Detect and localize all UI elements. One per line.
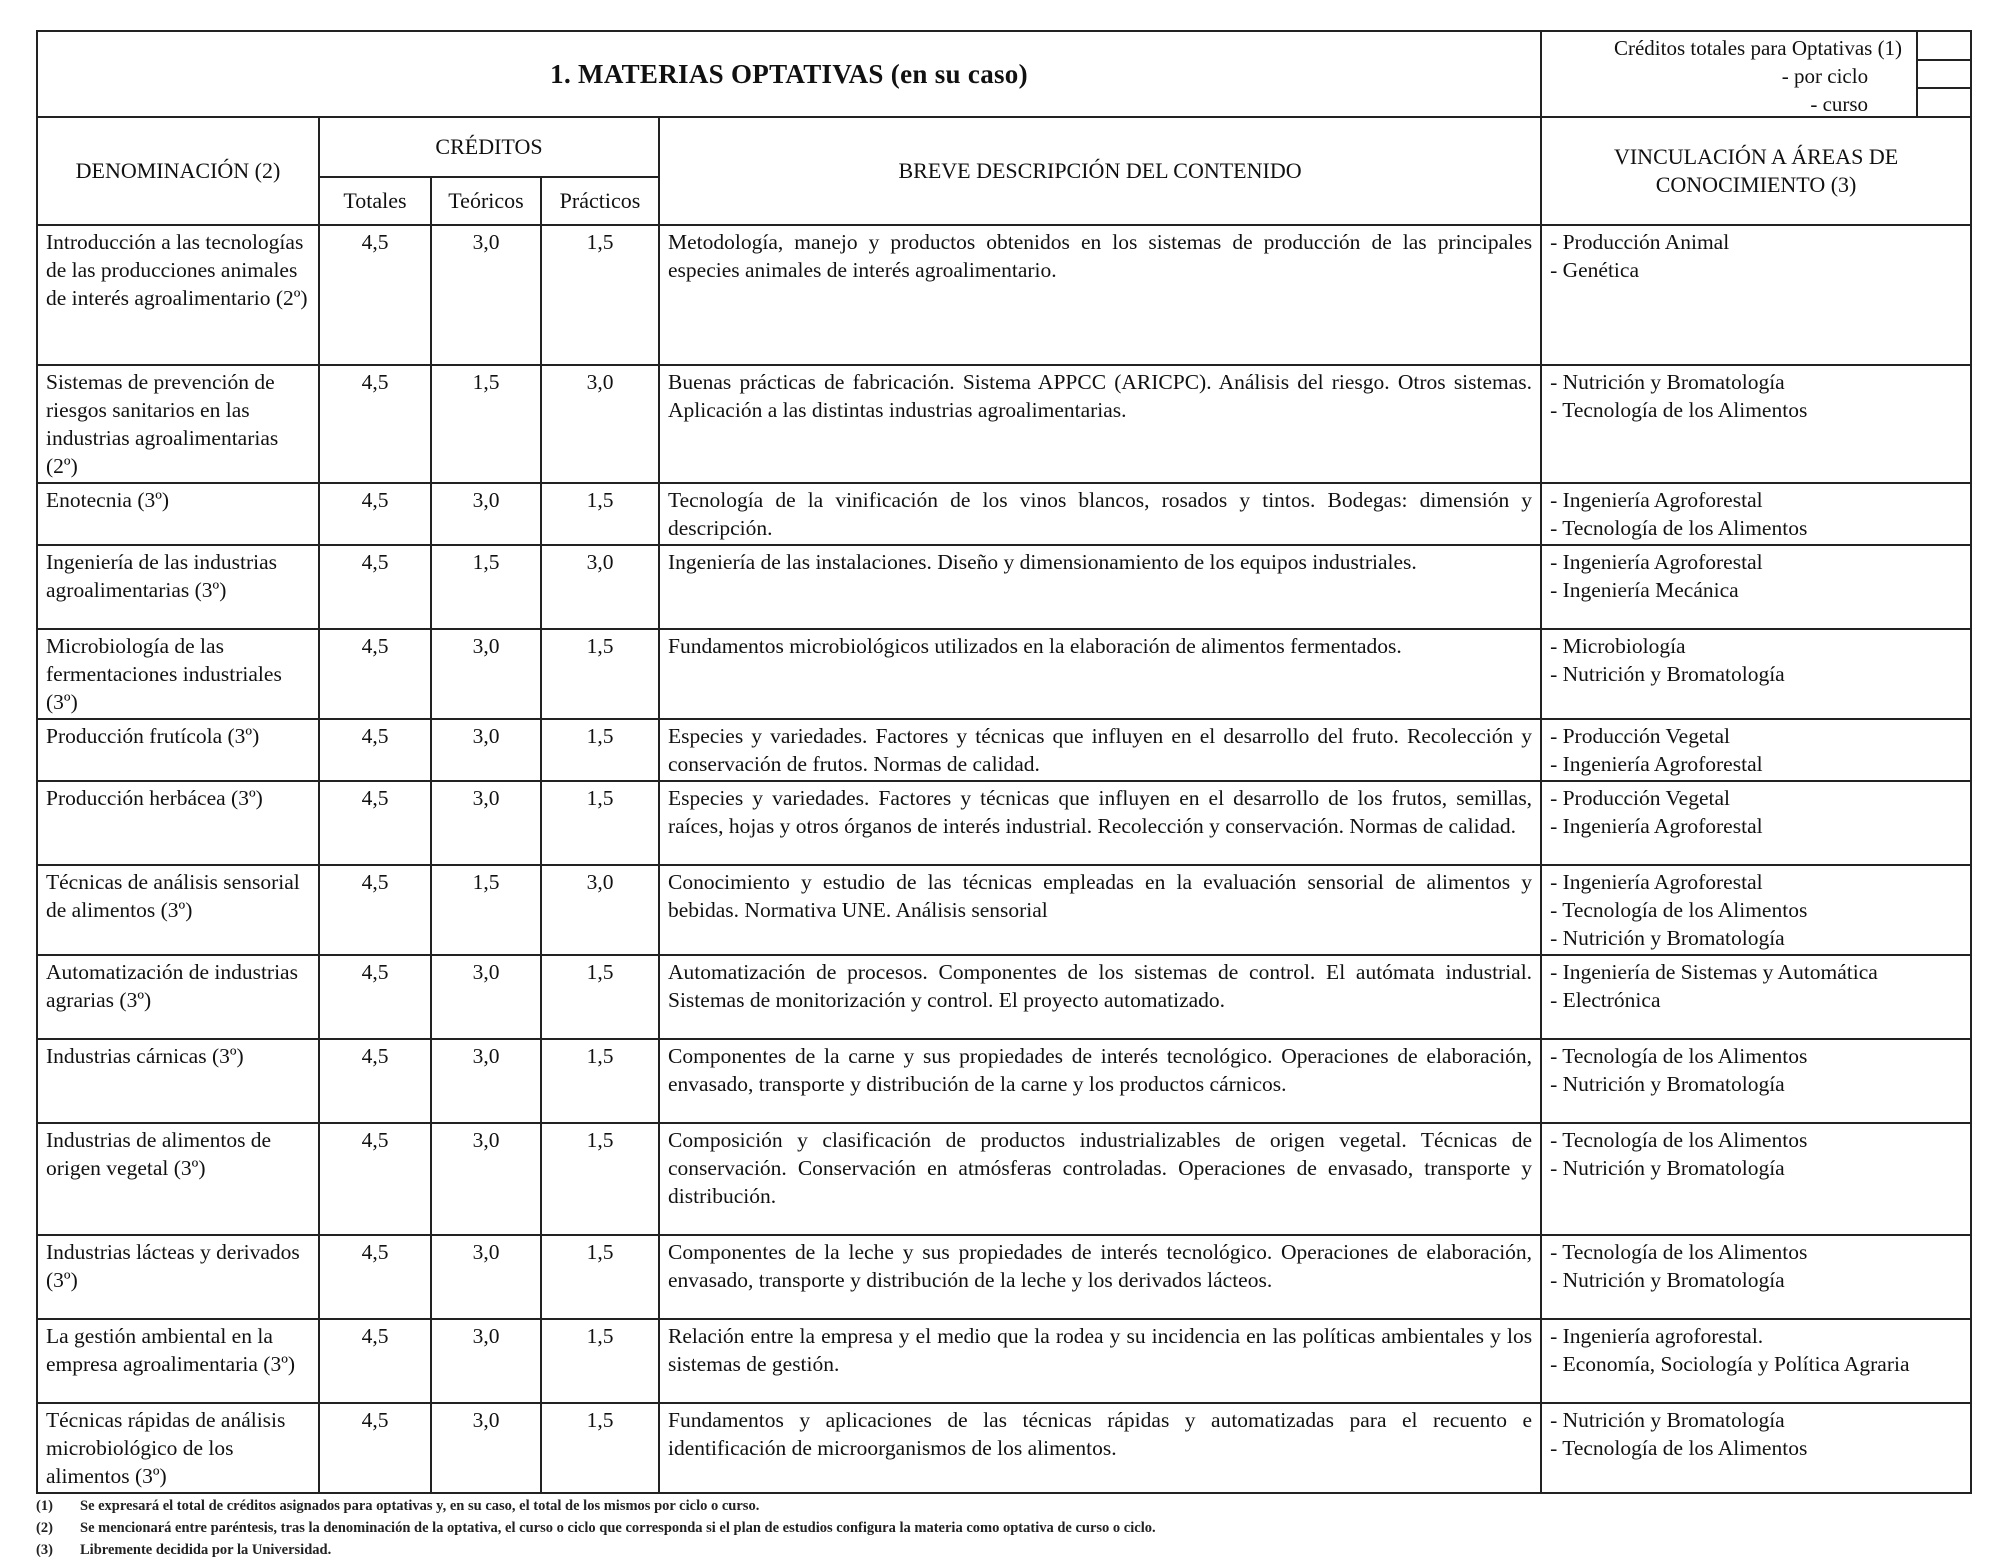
footnote-mark: (3) bbox=[36, 1542, 53, 1558]
subject-name: Técnicas de análisis sensorial de alimentos (3º) bbox=[37, 865, 319, 955]
subject-description: Fundamentos microbiológicos utilizados en la elaboración de alimentos fermentados. bbox=[659, 629, 1541, 719]
subject-description: Conocimiento y estudio de las técnicas empleadas en la evaluación sensorial de alimentos y bebidas. Normativa UNE. Análisis sensorial bbox=[659, 865, 1541, 955]
optativas-table bbox=[36, 30, 1972, 1494]
title-row bbox=[37, 31, 1971, 117]
knowledge-area-item: - Nutrición y Bromatología bbox=[1550, 1072, 1785, 1096]
subject-description: Tecnología de la vinificación de los vinos blancos, rosados y tintos. Bodegas: dimensión y descripción. bbox=[659, 483, 1541, 545]
knowledge-area-item: - Ingeniería Agroforestal bbox=[1550, 870, 1763, 894]
footnote-mark: (1) bbox=[36, 1498, 53, 1514]
table-row bbox=[37, 955, 1971, 1039]
knowledge-area-item: - Tecnología de los Alimentos bbox=[1550, 1044, 1808, 1068]
footnote bbox=[36, 1517, 1970, 1539]
col-descripcion: BREVE DESCRIPCIÓN DEL CONTENIDO bbox=[659, 117, 1541, 225]
footnote-text: Se mencionará entre paréntesis, tras la denominación de la optativa, el curso o ciclo que corresponda si el plan de estudios configura la materia como optativa de curso o ciclo. bbox=[80, 1520, 1156, 1536]
knowledge-area-item: - Producción Animal bbox=[1550, 230, 1730, 254]
subject-name: La gestión ambiental en la empresa agroalimentaria (3º) bbox=[37, 1319, 319, 1403]
subject-name: Ingeniería de las industrias agroalimentarias (3º) bbox=[37, 545, 319, 629]
credits-teoricos: 1,5 bbox=[431, 365, 541, 483]
knowledge-area-item: - Producción Vegetal bbox=[1550, 724, 1730, 748]
credits-practicos: 3,0 bbox=[541, 545, 659, 629]
credits-teoricos: 3,0 bbox=[431, 225, 541, 365]
knowledge-area-item: - Nutrición y Bromatología bbox=[1550, 662, 1785, 686]
credits-totales: 4,5 bbox=[319, 225, 431, 365]
knowledge-area-item: - Ingeniería Agroforestal bbox=[1550, 752, 1763, 776]
knowledge-area-item: - Ingeniería Mecánica bbox=[1550, 578, 1739, 602]
knowledge-area-item: - Producción Vegetal bbox=[1550, 786, 1730, 810]
credits-teoricos: 3,0 bbox=[431, 719, 541, 781]
knowledge-area-item: - Nutrición y Bromatología bbox=[1550, 370, 1785, 394]
subject-description: Componentes de la leche y sus propiedades de interés tecnológico. Operaciones de elaboración, envasado, transporte y distribución de la leche y los derivados lácteos. bbox=[659, 1235, 1541, 1319]
credits-totales: 4,5 bbox=[319, 865, 431, 955]
credits-totales: 4,5 bbox=[319, 1319, 431, 1403]
table-row bbox=[37, 865, 1971, 955]
credits-totales: 4,5 bbox=[319, 483, 431, 545]
credits-practicos: 1,5 bbox=[541, 1123, 659, 1235]
col-creditos: CRÉDITOS bbox=[319, 117, 659, 177]
table-row bbox=[37, 225, 1971, 365]
table-row bbox=[37, 781, 1971, 865]
credits-label: Créditos totales para Optativas (1) bbox=[1613, 36, 1903, 60]
subject-description: Componentes de la carne y sus propiedades de interés tecnológico. Operaciones de elaboración, envasado, transporte y distribución de la carne y los productos cárnicos. bbox=[659, 1039, 1541, 1123]
subject-name: Introducción a las tecnologías de las producciones animales de interés agroalimentario (2º) bbox=[37, 225, 319, 365]
total-credits-box bbox=[1918, 32, 1970, 61]
subject-name: Industrias cárnicas (3º) bbox=[37, 1039, 319, 1123]
knowledge-area-item: - Microbiología bbox=[1550, 634, 1686, 658]
knowledge-areas bbox=[1541, 1123, 1971, 1235]
col-vinculacion: VINCULACIÓN A ÁREAS DE CONOCIMIENTO (3) bbox=[1541, 117, 1971, 225]
knowledge-areas bbox=[1541, 1319, 1971, 1403]
knowledge-area-item: - Ingeniería Agroforestal bbox=[1550, 814, 1763, 838]
subject-name: Técnicas rápidas de análisis microbiológico de los alimentos (3º) bbox=[37, 1403, 319, 1493]
col-totales: Totales bbox=[319, 177, 431, 225]
credits-teoricos: 3,0 bbox=[431, 1319, 541, 1403]
credits-practicos: 1,5 bbox=[541, 225, 659, 365]
credits-practicos: 3,0 bbox=[541, 365, 659, 483]
knowledge-area-item: - Tecnología de los Alimentos bbox=[1550, 1128, 1808, 1152]
subject-name: Producción herbácea (3º) bbox=[37, 781, 319, 865]
credits-totales: 4,5 bbox=[319, 1235, 431, 1319]
col-teoricos: Teóricos bbox=[431, 177, 541, 225]
subject-name: Producción frutícola (3º) bbox=[37, 719, 319, 781]
col-denominacion: DENOMINACIÓN (2) bbox=[37, 117, 319, 225]
credits-teoricos: 3,0 bbox=[431, 1235, 541, 1319]
knowledge-area-item: - Genética bbox=[1550, 258, 1639, 282]
subject-name: Microbiología de las fermentaciones industriales (3º) bbox=[37, 629, 319, 719]
knowledge-area-item: - Nutrición y Bromatología bbox=[1550, 1156, 1785, 1180]
per-cycle-label: - por ciclo bbox=[1781, 64, 1869, 88]
credits-practicos: 1,5 bbox=[541, 483, 659, 545]
knowledge-areas bbox=[1541, 955, 1971, 1039]
credits-totales: 4,5 bbox=[319, 545, 431, 629]
knowledge-area-item: - Nutrición y Bromatología bbox=[1550, 1408, 1785, 1432]
credits-teoricos: 1,5 bbox=[431, 865, 541, 955]
knowledge-areas bbox=[1541, 1235, 1971, 1319]
credits-practicos: 1,5 bbox=[541, 1403, 659, 1493]
footnote bbox=[36, 1495, 1970, 1517]
table-row bbox=[37, 1235, 1971, 1319]
subject-description: Automatización de procesos. Componentes de los sistemas de control. El autómata industrial. Sistemas de monitorización y control. El proyecto automatizado. bbox=[659, 955, 1541, 1039]
credits-teoricos: 3,0 bbox=[431, 781, 541, 865]
credits-teoricos: 3,0 bbox=[431, 1123, 541, 1235]
credits-practicos: 1,5 bbox=[541, 1039, 659, 1123]
knowledge-area-item: - Ingeniería agroforestal. bbox=[1550, 1324, 1764, 1348]
knowledge-area-item: - Ingeniería Agroforestal bbox=[1550, 488, 1763, 512]
table-row bbox=[37, 629, 1971, 719]
credits-practicos: 1,5 bbox=[541, 629, 659, 719]
knowledge-areas bbox=[1541, 365, 1971, 483]
subject-description: Especies y variedades. Factores y técnicas que influyen en el desarrollo de los frutos, semillas, raíces, hojas y otros órganos de interés industrial. Recolección y conservación. Normas de calidad. bbox=[659, 781, 1541, 865]
table-row bbox=[37, 365, 1971, 483]
footnotes bbox=[36, 1495, 1970, 1561]
table-row bbox=[37, 545, 1971, 629]
knowledge-area-item: - Nutrición y Bromatología bbox=[1550, 926, 1785, 950]
credits-totales: 4,5 bbox=[319, 365, 431, 483]
credits-teoricos: 3,0 bbox=[431, 483, 541, 545]
page-title: 1. MATERIAS OPTATIVAS (en su caso) bbox=[37, 31, 1541, 117]
knowledge-areas bbox=[1541, 1403, 1971, 1493]
credits-practicos: 1,5 bbox=[541, 1319, 659, 1403]
knowledge-area-item: - Economía, Sociología y Política Agraria bbox=[1550, 1352, 1910, 1376]
credits-totales: 4,5 bbox=[319, 1403, 431, 1493]
knowledge-areas bbox=[1541, 719, 1971, 781]
credits-teoricos: 3,0 bbox=[431, 629, 541, 719]
footnote bbox=[36, 1539, 1970, 1561]
subject-description: Buenas prácticas de fabricación. Sistema APPCC (ARICPC). Análisis del riesgo. Otros sistemas. Aplicación a las distintas industrias agroalimentarias. bbox=[659, 365, 1541, 483]
credits-practicos: 1,5 bbox=[541, 1235, 659, 1319]
knowledge-area-item: - Electrónica bbox=[1550, 988, 1661, 1012]
credits-totals-box bbox=[1541, 31, 1971, 117]
knowledge-areas bbox=[1541, 865, 1971, 955]
table-row bbox=[37, 1039, 1971, 1123]
credits-totales: 4,5 bbox=[319, 629, 431, 719]
per-cycle-box bbox=[1918, 61, 1970, 90]
subject-description: Fundamentos y aplicaciones de las técnicas rápidas y automatizadas para el recuento e identificación de microorganismos de los alimentos. bbox=[659, 1403, 1541, 1493]
credits-practicos: 1,5 bbox=[541, 781, 659, 865]
credits-teoricos: 3,0 bbox=[431, 955, 541, 1039]
subject-description: Especies y variedades. Factores y técnicas que influyen en el desarrollo del fruto. Recolección y conservación de frutos. Normas de calidad. bbox=[659, 719, 1541, 781]
subject-name: Enotecnia (3º) bbox=[37, 483, 319, 545]
footnote-text: Se expresará el total de créditos asignados para optativas y, en su caso, el total de los mismos por ciclo o curso. bbox=[80, 1498, 760, 1514]
knowledge-areas bbox=[1541, 225, 1971, 365]
optativas-sheet bbox=[36, 30, 1970, 1558]
subject-description: Relación entre la empresa y el medio que la rodea y su incidencia en las políticas ambientales y los sistemas de gestión. bbox=[659, 1319, 1541, 1403]
credits-teoricos: 3,0 bbox=[431, 1039, 541, 1123]
subject-name: Sistemas de prevención de riesgos sanitarios en las industrias agroalimentarias (2º) bbox=[37, 365, 319, 483]
credits-practicos: 3,0 bbox=[541, 865, 659, 955]
knowledge-area-item: - Tecnología de los Alimentos bbox=[1550, 898, 1808, 922]
credits-totales: 4,5 bbox=[319, 781, 431, 865]
knowledge-areas bbox=[1541, 781, 1971, 865]
knowledge-area-item: - Tecnología de los Alimentos bbox=[1550, 1436, 1808, 1460]
knowledge-area-item: - Tecnología de los Alimentos bbox=[1550, 516, 1808, 540]
per-course-box bbox=[1918, 89, 1970, 116]
knowledge-areas bbox=[1541, 1039, 1971, 1123]
table-row bbox=[37, 483, 1971, 545]
knowledge-areas bbox=[1541, 545, 1971, 629]
table-row bbox=[37, 1403, 1971, 1493]
knowledge-area-item: - Ingeniería Agroforestal bbox=[1550, 550, 1763, 574]
knowledge-area-item: - Tecnología de los Alimentos bbox=[1550, 1240, 1808, 1264]
footnote-text: Libremente decidida por la Universidad. bbox=[80, 1542, 332, 1558]
knowledge-area-item: - Tecnología de los Alimentos bbox=[1550, 398, 1808, 422]
credits-practicos: 1,5 bbox=[541, 955, 659, 1039]
table-row bbox=[37, 1319, 1971, 1403]
header-row-1 bbox=[37, 117, 1971, 177]
subject-description: Ingeniería de las instalaciones. Diseño y dimensionamiento de los equipos industriales. bbox=[659, 545, 1541, 629]
knowledge-areas bbox=[1541, 483, 1971, 545]
per-course-label: - curso bbox=[1810, 92, 1869, 116]
credits-teoricos: 1,5 bbox=[431, 545, 541, 629]
credits-teoricos: 3,0 bbox=[431, 1403, 541, 1493]
credits-practicos: 1,5 bbox=[541, 719, 659, 781]
subject-description: Metodología, manejo y productos obtenidos en los sistemas de producción de las principales especies animales de interés agroalimentario. bbox=[659, 225, 1541, 365]
subject-name: Automatización de industrias agrarias (3º) bbox=[37, 955, 319, 1039]
credits-totales: 4,5 bbox=[319, 1039, 431, 1123]
knowledge-area-item: - Ingeniería de Sistemas y Automática bbox=[1550, 960, 1878, 984]
credits-totales: 4,5 bbox=[319, 719, 431, 781]
col-practicos: Prácticos bbox=[541, 177, 659, 225]
credits-totales: 4,5 bbox=[319, 1123, 431, 1235]
credits-totales: 4,5 bbox=[319, 955, 431, 1039]
knowledge-areas bbox=[1541, 629, 1971, 719]
knowledge-area-item: - Nutrición y Bromatología bbox=[1550, 1268, 1785, 1292]
subject-name: Industrias de alimentos de origen vegetal (3º) bbox=[37, 1123, 319, 1235]
subject-description: Composición y clasificación de productos industrializables de origen vegetal. Técnicas de conservación. Conservación en atmósferas controladas. Operaciones de envasado, transporte y distribución. bbox=[659, 1123, 1541, 1235]
table-row bbox=[37, 719, 1971, 781]
table-row bbox=[37, 1123, 1971, 1235]
subject-name: Industrias lácteas y derivados (3º) bbox=[37, 1235, 319, 1319]
footnote-mark: (2) bbox=[36, 1520, 53, 1536]
